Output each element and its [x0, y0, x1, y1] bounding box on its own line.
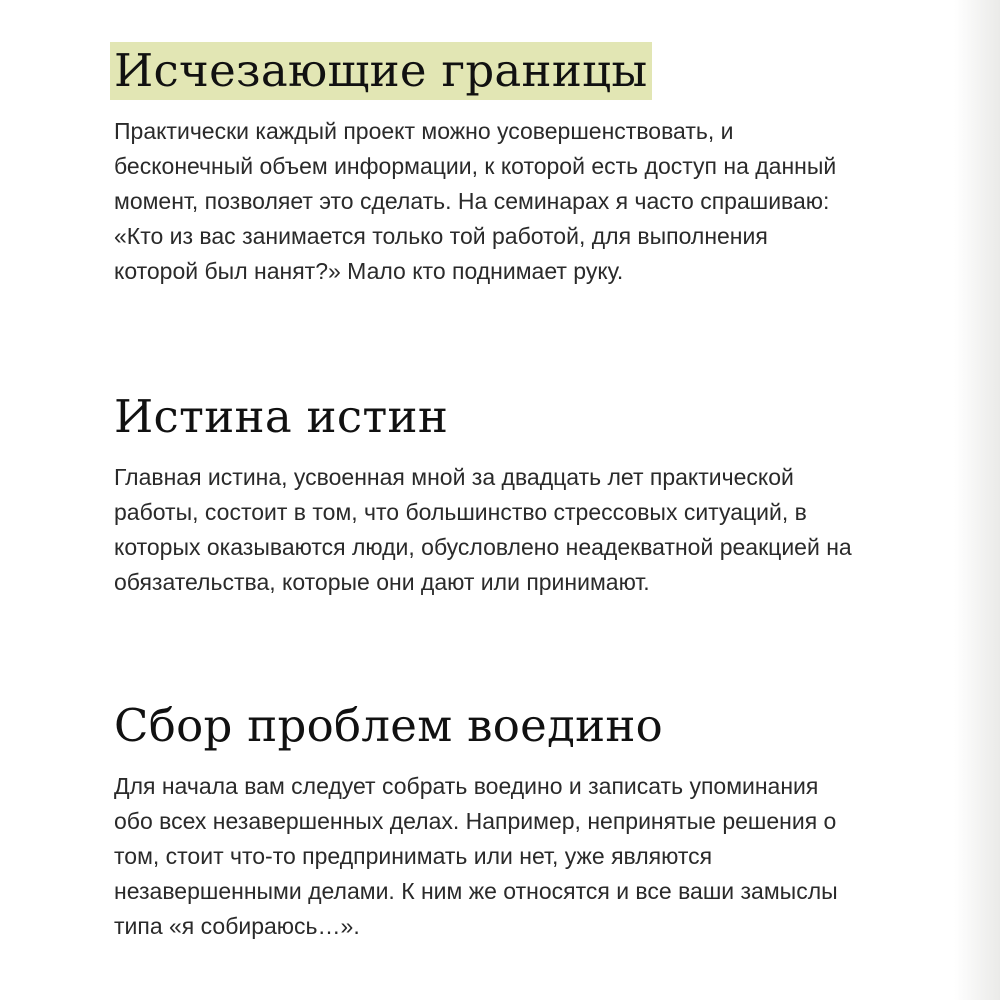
section-paragraph: Практически каждый проект можно усовершенствовать, и бесконечный объем информации, к которой есть доступ на данный момент, позволяет это сделать. На семинарах я часто спрашиваю: «Кто из вас занимается только той работой, для выполнения которой был нанят?» Мало кто поднимает руку.	[114, 118, 837, 284]
section-heading: Исчезающие границы	[110, 42, 652, 100]
page-edge-shadow	[954, 0, 1000, 1000]
section-heading: Истина истин	[114, 390, 449, 443]
section-heading: Сбор проблем воедино	[114, 699, 664, 752]
section-truth-of-truths	[114, 388, 944, 600]
section-collecting-problems	[114, 697, 944, 944]
section-paragraph: Для начала вам следует собрать воедино и записать упоминания обо всех незавершенных делах. Например, непринятые решения о том, стоит что-то предпринимать или нет, уже являются незавершенными делами. К ним же относятся и все ваши замыслы типа «я собираюсь…».	[114, 773, 838, 939]
section-paragraph: Главная истина, усвоенная мной за двадцать лет практической работы, состоит в том, что большинство стрессовых ситуаций, в которых оказываются люди, обусловлено неадекватной реакцией на обязательства, которые они дают или принимают.	[114, 464, 852, 595]
section-vanishing-boundaries	[114, 42, 944, 289]
